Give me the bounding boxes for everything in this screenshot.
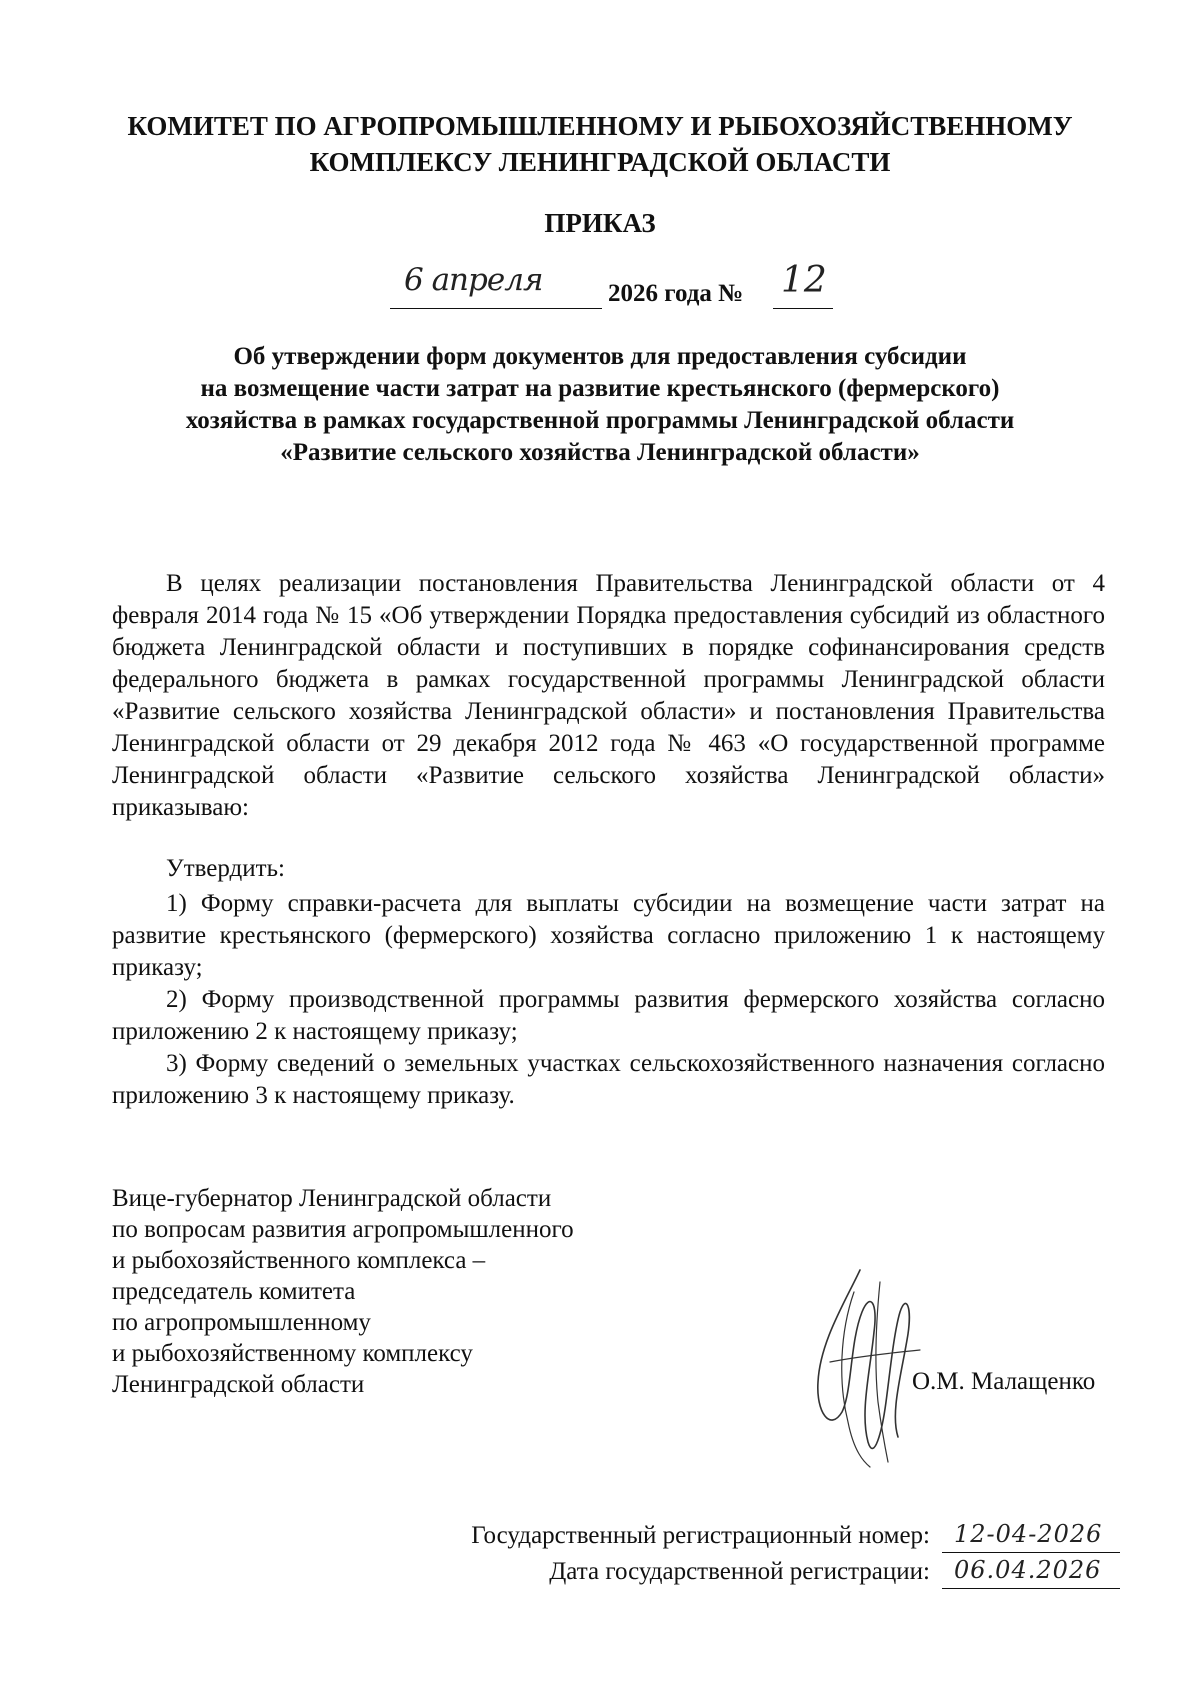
subject-line: Об утверждении форм документов для предоставления субсидии xyxy=(233,343,967,370)
registration-date-value: 06.04.2026 xyxy=(954,1556,1102,1584)
signer-title-line: Ленинградской области xyxy=(112,1371,365,1398)
approve-heading: Утвердить: xyxy=(166,855,285,882)
signer-title-line: председатель комитета xyxy=(112,1278,356,1305)
list-item: 2) Форму производственной программы развития фермерского хозяйства согласно приложению 2 к настоящему приказу; xyxy=(112,986,1105,1045)
subject-line: на возмещение части затрат на развитие крестьянского (фермерского) xyxy=(200,375,1000,402)
registration-date-row xyxy=(400,1554,1120,1590)
signer-title-line: и рыбохозяйственному комплексу xyxy=(112,1340,473,1367)
document-header xyxy=(100,108,1100,180)
signer-title-block xyxy=(112,1183,574,1400)
signer-name: О.М. Малащенко xyxy=(912,1368,1096,1395)
subject-line: хозяйства в рамках государственной программы Ленинградской области xyxy=(185,407,1015,434)
org-name-line1: КОМИТЕТ ПО АГРОПРОМЫШЛЕННОМУ И РЫБОХОЗЯЙСТВЕННОМУ xyxy=(127,111,1073,141)
registration-number-field xyxy=(942,1518,1120,1553)
registration-number-value: 12-04-2026 xyxy=(954,1520,1103,1548)
signer-title-line: Вице-губернатор Ленинградской области xyxy=(112,1185,552,1212)
handwritten-number-field xyxy=(773,262,833,309)
signer-title-line: по вопросам развития агропромышленного xyxy=(112,1216,574,1243)
list-item: 3) Форму сведений о земельных участках сельскохозяйственного назначения согласно приложению 3 к настоящему приказу. xyxy=(112,1050,1105,1109)
handwritten-date: 6 апреля xyxy=(404,262,543,298)
order-year-text: 2026 года № xyxy=(608,280,744,307)
handwritten-order-number: 12 xyxy=(781,260,827,301)
signer-title-line: по агропромышленному xyxy=(112,1309,371,1336)
registration-number-label: Государственный регистрационный номер: xyxy=(471,1522,930,1549)
preamble-paragraph: В целях реализации постановления Правительства Ленинградской области от 4 февраля 2014 года № 15 «Об утверждении Порядка предоставления субсидий из областного бюджета Ленинградской области и поступивших в порядке софинансирования средств федерального бюджета в рамках государственной программы Ленинградской области «Развитие сельского хозяйства Ленинградской области» и постановления Правительства Ленинградской области от 29 декабря 2012 года № 463 «О государственной программе Ленинградской области «Развитие сельского хозяйства Ленинградской области» приказываю: xyxy=(112,570,1105,821)
handwritten-date-field xyxy=(390,262,602,309)
handwritten-signature xyxy=(790,1262,930,1472)
org-name-line2: КОМПЛЕКСУ ЛЕНИНГРАДСКОЙ ОБЛАСТИ xyxy=(309,147,891,177)
registration-date-label: Дата государственной регистрации: xyxy=(549,1558,930,1585)
order-subject xyxy=(100,341,1100,469)
document-type-title: ПРИКАЗ xyxy=(544,208,656,238)
subject-line: «Развитие сельского хозяйства Ленинградской области» xyxy=(280,439,920,466)
list-item: 1) Форму справки-расчета для выплаты субсидии на возмещение части затрат на развитие крестьянского (фермерского) хозяйства согласно приложению 1 к настоящему приказу; xyxy=(112,890,1105,981)
registration-number-row xyxy=(400,1518,1120,1554)
registration-date-field xyxy=(942,1554,1120,1589)
approved-items-list xyxy=(112,888,1105,1112)
signer-title-line: и рыбохозяйственного комплекса – xyxy=(112,1247,486,1274)
